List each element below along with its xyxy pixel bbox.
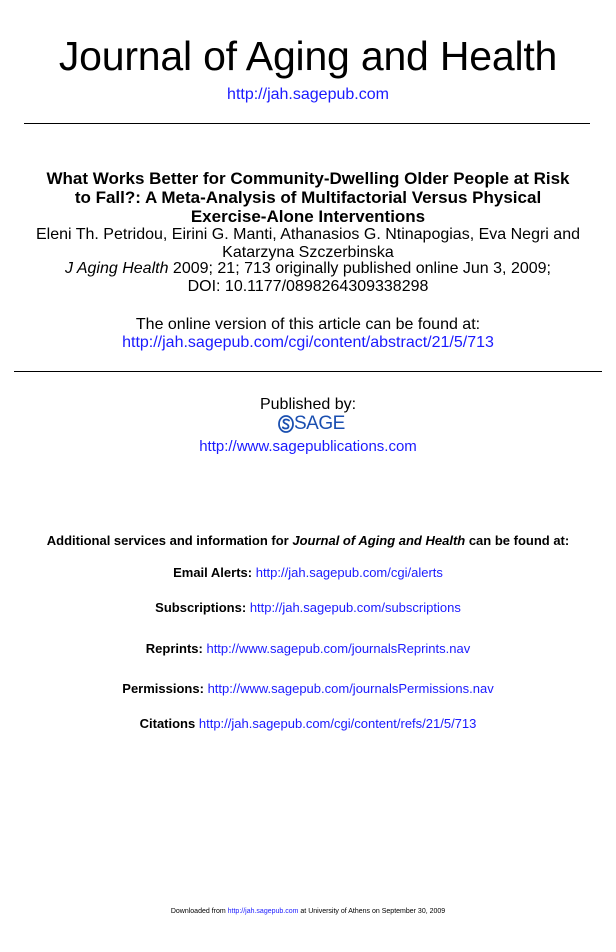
citation-line (0, 260, 616, 278)
footer-suffix: at University of Athens on September 30, 2009 (298, 908, 446, 915)
subscriptions-link[interactable]: http://jah.sagepub.com/subscriptions (249, 600, 461, 615)
authors-line: Eleni Th. Petridou, Eirini G. Manti, Athanasios G. Ntinapogias, Eva Negri and (36, 226, 580, 243)
authors-line: Katarzyna Szczerbinska (222, 244, 394, 261)
article-title-line: to Fall?: A Meta-Analysis of Multifactorial Versus Physical (74, 188, 542, 207)
citation-journal: J Aging Health (65, 260, 169, 277)
footer-link[interactable]: http://jah.sagepub.com (227, 908, 299, 915)
doi: DOI: 10.1177/0898264309338298 (187, 278, 429, 295)
service-label: Email Alerts: (173, 565, 253, 580)
publisher-url-row (0, 438, 616, 456)
online-version-link[interactable]: http://jah.sagepub.com/cgi/content/abstract/21/5/713 (122, 334, 494, 351)
journal-url-link[interactable]: http://jah.sagepub.com (227, 86, 389, 103)
online-version-url-row (0, 334, 616, 352)
permissions-link[interactable]: http://www.sagepub.com/journalsPermissions.nav (207, 681, 494, 696)
email-alerts-link[interactable]: http://jah.sagepub.com/cgi/alerts (255, 565, 443, 580)
article-title (0, 169, 616, 226)
service-email-alerts (0, 565, 616, 581)
citations-link[interactable]: http://jah.sagepub.com/cgi/content/refs/21/5/713 (198, 716, 477, 731)
sage-logo-text: SAGE (294, 413, 345, 434)
service-label: Citations (139, 716, 196, 731)
reprints-link[interactable]: http://www.sagepub.com/journalsReprints.nav (206, 641, 471, 656)
services-heading-suffix: can be found at: (465, 533, 570, 548)
services-heading (0, 533, 616, 549)
section-divider (14, 371, 602, 372)
publisher-url-link[interactable]: http://www.sagepublications.com (199, 438, 417, 455)
service-permissions (0, 681, 616, 697)
service-label: Subscriptions: (155, 600, 247, 615)
download-footer (0, 907, 616, 916)
header-divider (24, 123, 590, 124)
citation (0, 260, 616, 296)
citation-details: 2009; 21; 713 originally published online Jun 3, 2009; (168, 260, 551, 277)
article-title-line: What Works Better for Community-Dwelling Older People at Risk (46, 169, 570, 188)
published-by-label: Published by: (259, 396, 357, 413)
services-heading-prefix: Additional services and information for (46, 533, 293, 548)
footer-prefix: Downloaded from (170, 908, 228, 915)
online-version-note: The online version of this article can be found at: (135, 316, 481, 333)
journal-url-row (0, 85, 616, 105)
service-subscriptions (0, 600, 616, 616)
service-citations (0, 716, 616, 732)
service-label: Permissions: (122, 681, 204, 696)
journal-title: Journal of Aging and Health (58, 33, 558, 79)
sage-logo (278, 414, 345, 434)
service-reprints (0, 641, 616, 657)
article-title-line: Exercise-Alone Interventions (190, 207, 426, 226)
service-label: Reprints: (145, 641, 203, 656)
sage-logo-icon (278, 415, 294, 433)
services-heading-journal: Journal of Aging and Health (292, 533, 466, 548)
authors (0, 226, 616, 262)
